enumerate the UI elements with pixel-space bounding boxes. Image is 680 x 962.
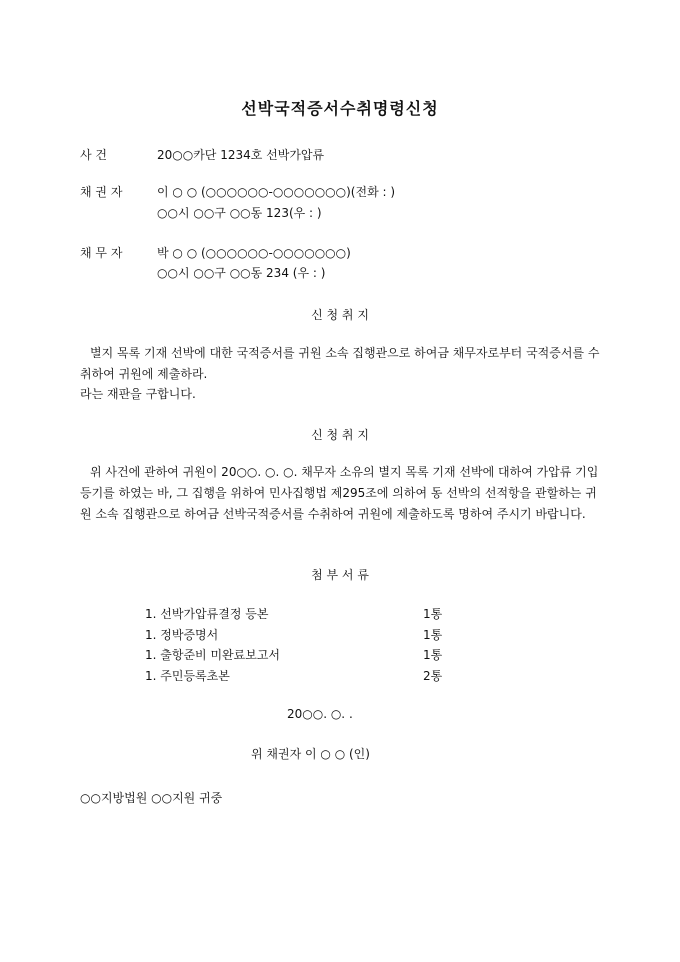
debtor-name-line: 박 ○ ○ (○○○○○○-○○○○○○○) — [157, 246, 351, 260]
purpose-body: 별지 목록 기재 선박에 대한 국적증서를 귀원 소속 집행관으로 하여금 채무자로부터 국적증서를 수취하여 귀원에 제출하라. — [80, 346, 600, 381]
attachment-item-name: 1. 출항준비 미완료보고서 — [145, 648, 280, 662]
purpose-closing: 라는 재판을 구합니다. — [80, 387, 196, 401]
attachment-item-qty: 1통 — [423, 628, 443, 642]
attachment-item-name: 1. 정박증명서 — [145, 628, 219, 642]
case-label: 사 건 — [80, 148, 107, 162]
document-date: 20○○. ○. . — [287, 707, 353, 721]
attachment-item-qty: 1통 — [423, 648, 443, 662]
case-value: 20○○카단 1234호 선박가압류 — [157, 148, 325, 162]
debtor-address-line: ○○시 ○○구 ○○동 234 (우 : ) — [157, 266, 326, 280]
attachment-item-qty: 1통 — [423, 607, 443, 621]
reason-body: 위 사건에 관하여 귀원이 20○○. ○. ○. 채무자 소유의 별지 목록 기재 선박에 대하여 가압류 기입등기를 하였는 바, 그 집행을 위하여 민사집행법 제295조에 의하여 동 선박의 선적항을 관할하는 귀원 소속 집행관으로 하여금 선박국적증서를 수취하여 귀원에 제출하도록 명하여 주시기 바랍니다. — [80, 465, 599, 521]
creditor-label: 채 권 자 — [80, 185, 123, 199]
purpose-heading: 신 청 취 지 — [311, 308, 369, 322]
document-title: 선박국적증서수취명령신청 — [241, 99, 439, 118]
attachments-heading: 첨 부 서 류 — [311, 568, 369, 582]
attachment-item-name: 1. 주민등록초본 — [145, 669, 230, 683]
creditor-address-line: ○○시 ○○구 ○○동 123(우 : ) — [157, 206, 322, 220]
signature-line: 위 채권자 이 ○ ○ (인) — [251, 747, 370, 761]
reason-heading: 신 청 취 지 — [311, 428, 369, 442]
court-addressee: ○○지방법원 ○○지원 귀중 — [80, 791, 223, 805]
debtor-label: 채 무 자 — [80, 246, 123, 260]
attachment-item-qty: 2통 — [423, 669, 443, 683]
attachment-item-name: 1. 선박가압류결정 등본 — [145, 607, 269, 621]
creditor-name-line: 이 ○ ○ (○○○○○○-○○○○○○○)(전화 : ) — [157, 185, 396, 199]
